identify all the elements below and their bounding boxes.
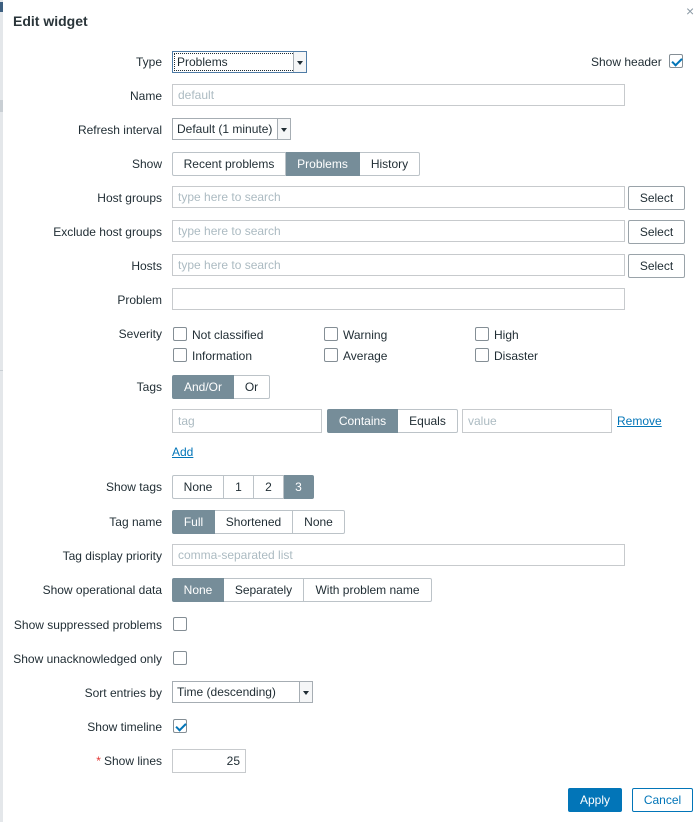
show-tags-control	[172, 475, 314, 499]
show-lines-input[interactable]: 25	[172, 749, 246, 773]
tags-label: Tags	[136, 380, 162, 394]
background-marker	[0, 370, 3, 371]
tag-display-priority-placeholder: comma-separated list	[178, 548, 293, 562]
sort-entries-select[interactable]	[172, 681, 313, 703]
host-groups-label: Host groups	[97, 191, 162, 205]
chevron-down-icon	[293, 52, 306, 72]
show-option-problems[interactable]: Problems	[286, 152, 360, 176]
tag-display-priority-label: Tag display priority	[62, 549, 162, 563]
hosts-input[interactable]	[172, 254, 625, 276]
name-input[interactable]	[172, 84, 625, 106]
tags-evaltype-and-or[interactable]: And/Or	[172, 375, 234, 399]
hosts-placeholder: type here to search	[178, 258, 281, 272]
tag-operator-equals[interactable]: Equals	[398, 409, 458, 433]
chevron-down-icon	[299, 682, 312, 702]
show-timeline-checkbox[interactable]	[173, 719, 187, 733]
close-icon[interactable]: ×	[686, 3, 695, 19]
severity-high-label: High	[494, 328, 519, 342]
severity-label: Severity	[118, 327, 162, 341]
tag-value-placeholder: value	[468, 414, 497, 428]
type-select-value: Problems	[177, 55, 228, 69]
cancel-button[interactable]: Cancel	[632, 788, 693, 812]
exclude-host-groups-placeholder: type here to search	[178, 224, 281, 238]
show-segmented-control	[172, 152, 420, 176]
show-tags-1[interactable]: 1	[224, 475, 254, 499]
show-header-label: Show header	[591, 55, 662, 69]
show-label: Show	[131, 157, 162, 171]
tags-evaltype-or[interactable]: Or	[234, 375, 270, 399]
tags-evaltype-control	[172, 375, 270, 399]
operational-data-separately[interactable]: Separately	[224, 578, 304, 602]
hosts-label: Hosts	[131, 259, 162, 273]
tag-display-priority-input[interactable]	[172, 544, 625, 566]
tag-operator-control	[327, 409, 458, 433]
severity-not-classified-label: Not classified	[192, 328, 264, 342]
exclude-host-groups-select-button[interactable]: Select	[628, 220, 685, 244]
name-label: Name	[129, 89, 162, 103]
show-lines-label	[5, 754, 162, 768]
show-option-history[interactable]: History	[360, 152, 420, 176]
show-suppressed-checkbox[interactable]	[173, 617, 187, 631]
operational-data-with-problem-name[interactable]: With problem name	[304, 578, 432, 602]
tag-name-placeholder: tag	[178, 414, 195, 428]
show-operational-data-control	[172, 578, 432, 602]
show-operational-data-label: Show operational data	[42, 583, 162, 597]
show-tags-label: Show tags	[105, 480, 162, 494]
refresh-interval-value: Default (1 minute)	[177, 122, 273, 136]
tag-operator-contains[interactable]: Contains	[327, 409, 398, 433]
sort-entries-value: Time (descending)	[177, 685, 276, 699]
severity-average-label: Average	[343, 349, 388, 363]
background-marker	[0, 100, 3, 112]
tag-name-full[interactable]: Full	[172, 510, 215, 534]
problem-label: Problem	[117, 293, 162, 307]
tag-name-control	[172, 510, 345, 534]
tag-remove-link[interactable]: Remove	[617, 414, 662, 428]
type-select[interactable]	[172, 51, 307, 73]
severity-not-classified-checkbox[interactable]	[173, 327, 187, 341]
dialog-title: Edit widget	[13, 13, 88, 29]
severity-warning-checkbox[interactable]	[324, 327, 338, 341]
refresh-interval-select[interactable]	[172, 118, 291, 140]
severity-high-checkbox[interactable]	[475, 327, 489, 341]
show-header-checkbox[interactable]	[669, 54, 683, 68]
tag-name-none[interactable]: None	[293, 510, 345, 534]
problem-input[interactable]	[172, 288, 625, 310]
severity-disaster-label: Disaster	[494, 349, 539, 363]
sort-entries-label: Sort entries by	[84, 686, 162, 700]
show-unacknowledged-label: Show unacknowledged only	[13, 652, 162, 666]
show-option-recent-problems[interactable]: Recent problems	[172, 152, 286, 176]
severity-information-label: Information	[192, 349, 253, 363]
apply-button[interactable]: Apply	[568, 788, 622, 812]
show-tags-3[interactable]: 3	[284, 475, 314, 499]
hosts-select-button[interactable]: Select	[628, 254, 685, 278]
show-tags-2[interactable]: 2	[254, 475, 284, 499]
exclude-host-groups-label: Exclude host groups	[53, 225, 162, 239]
host-groups-select-button[interactable]: Select	[628, 186, 685, 210]
tag-name-input[interactable]	[172, 409, 322, 433]
host-groups-input[interactable]	[172, 186, 625, 208]
severity-disaster-checkbox[interactable]	[475, 348, 489, 362]
show-suppressed-label: Show suppressed problems	[13, 618, 162, 632]
host-groups-placeholder: type here to search	[178, 190, 281, 204]
type-label: Type	[135, 55, 162, 69]
background-marker	[0, 2, 3, 12]
show-lines-label-text: Show lines	[103, 754, 162, 768]
name-input-placeholder: default	[178, 88, 215, 102]
background-strip	[0, 0, 3, 822]
operational-data-none[interactable]: None	[172, 578, 224, 602]
required-marker: *	[96, 754, 101, 768]
show-timeline-label: Show timeline	[87, 720, 162, 734]
severity-information-checkbox[interactable]	[173, 348, 187, 362]
show-unacknowledged-checkbox[interactable]	[173, 651, 187, 665]
tag-name-label: Tag name	[109, 515, 162, 529]
show-tags-none[interactable]: None	[172, 475, 224, 499]
severity-average-checkbox[interactable]	[324, 348, 338, 362]
exclude-host-groups-input[interactable]	[172, 220, 625, 242]
tag-value-input[interactable]	[462, 409, 612, 433]
tag-name-shortened[interactable]: Shortened	[215, 510, 293, 534]
severity-warning-label: Warning	[343, 328, 388, 342]
refresh-interval-label: Refresh interval	[77, 123, 162, 137]
tag-add-link[interactable]: Add	[172, 445, 194, 459]
chevron-down-icon	[277, 119, 290, 139]
